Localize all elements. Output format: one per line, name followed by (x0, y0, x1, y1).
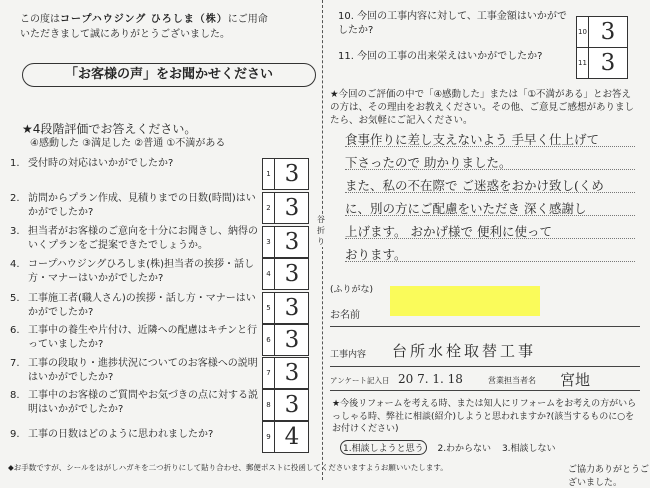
answer-value: 3 (284, 295, 300, 321)
answer-value: 3 (600, 50, 616, 76)
form-divider (330, 366, 640, 367)
answer-box-3[interactable]: 3 3 (262, 226, 309, 258)
question-6: 6. 工事中の養生や片付け、近隣への配慮はキチンと行っていましたか? (10, 325, 258, 350)
form-divider (330, 326, 640, 327)
answer-box-11[interactable]: 11 3 (576, 47, 628, 79)
question-10: 10. 今回の工事内容に対して、工事金額はいかがでしたか? (338, 11, 567, 36)
voice-banner: 「お客様の声」をお聞かせください (22, 63, 316, 87)
form-divider (330, 390, 640, 391)
answer-box-10[interactable]: 10 3 (576, 16, 628, 48)
question-5: 5. 工事施工者(職人さん)の挨拶・話し方・マナーはいかがでしたか? (10, 293, 256, 318)
referral-option-2[interactable]: 2.わからない (437, 444, 492, 454)
answer-value: 3 (600, 19, 616, 45)
answer-value: 3 (284, 161, 300, 187)
answer-value: 3 (284, 360, 300, 386)
question-11: 11. 今回の工事の出来栄えはいかがでしたか? (338, 51, 543, 62)
work-value[interactable]: 台所水栓取替工事 (392, 342, 537, 360)
answer-value: 3 (284, 195, 300, 221)
footer-thanks: ご協力ありがとうございました。 (568, 465, 650, 488)
remark-line-5: 上げます。 おかげ様で 便利に使って (345, 224, 552, 239)
question-1: 1. 受付時の対応はいかがでしたか? (10, 158, 174, 169)
answer-box-7[interactable]: 7 3 (262, 357, 309, 389)
answer-box-1[interactable]: 1 3 (262, 158, 309, 190)
answer-value: 3 (284, 261, 300, 287)
answer-value: 3 (284, 392, 300, 418)
question-9: 9. 工事の日数はどのように思われましたか? (10, 429, 214, 440)
name-label: お名前 (330, 310, 360, 321)
question-3: 3. 担当者がお客様のご意向を十分にお聞きし、納得のいくプランをご提案できたでしょうか。 (10, 226, 258, 251)
rating-legend: ④感動した ③満足した ②普通 ①不満がある (30, 138, 226, 149)
referral-options (340, 440, 556, 455)
footer-note: ◆お手数ですが、シールをはがしハガキを二つ折りにして貼り合わせ、郵便ポストに投函してくださいますようお願いいたします。 (8, 463, 448, 472)
answer-value: 3 (284, 229, 300, 255)
staff-value[interactable]: 宮地 (560, 371, 591, 389)
remark-line-3: また、私の不在際で ご迷惑をおかけ致し(くめ (345, 178, 604, 193)
remark-line-1: 食事作りに差し支えないよう 手早く仕上げて (345, 132, 599, 147)
date-label: アンケート記入日 (330, 376, 390, 385)
question-8: 8. 工事中のお客様のご質問やお気づきの点に対する説明はいかがでしたか? (10, 390, 258, 415)
company-name: コープハウジング ひろしま（株） (60, 14, 228, 25)
answer-box-4[interactable]: 4 3 (262, 258, 309, 290)
referral-question: ★今後リフォームを考える時、または知人にリフォームをお考えの方がいらっしゃる時、弊社に相談(紹介)しようと思われますか?(該当するものに○をお付けください) (332, 399, 637, 434)
answer-value: 3 (284, 327, 300, 353)
answer-value: 4 (284, 424, 300, 450)
date-value[interactable]: 20 7. 1. 18 (398, 372, 463, 386)
answer-box-2[interactable]: 2 3 (262, 192, 309, 224)
remark-line-2: 下さったので 助かりました。 (345, 155, 512, 170)
work-label: 工事内容 (330, 350, 367, 360)
referral-option-1[interactable]: 1.相談しようと思う (340, 440, 427, 455)
staff-label: 営業担当者名 (488, 376, 536, 385)
question-2: 2. 訪問からプラン作成、見積りまでの日数(時間)はいかがでしたか? (10, 193, 256, 218)
answer-box-6[interactable]: 6 3 (262, 324, 309, 356)
question-4: 4. コープハウジングひろしま(株)担当者の挨拶・話し方・マナーはいかがでしたか? (10, 259, 255, 284)
remarks-intro: ★今回のご評価の中で「④感動した」または「①不満がある」とお答えの方は、その理由をお教えください。その他、ご意見ご感想がありましたら、お気軽にご記入ください。 (330, 89, 635, 126)
rating-title: ★4段階評価でお答えください。 (22, 122, 197, 136)
referral-option-3[interactable]: 3.相談しない (501, 444, 556, 454)
answer-box-5[interactable]: 5 3 (262, 292, 309, 324)
question-7: 7. 工事の段取り・進捗状況についてのお客様への説明はいかがでしたか? (10, 358, 258, 383)
name-field-redacted[interactable] (390, 286, 540, 316)
header (20, 12, 320, 42)
answer-box-8[interactable]: 8 3 (262, 389, 309, 421)
furigana-label: (ふりがな) (330, 285, 374, 295)
answer-box-9[interactable]: 9 4 (262, 421, 309, 453)
remark-line-4: に、別の方にご配慮をいただき 深く感謝し (345, 201, 587, 216)
remark-line-6: おります。 (345, 247, 407, 262)
fold-label: 谷折り (314, 214, 328, 247)
header-line2: いただきまして誠にありがとうございました。 (20, 29, 230, 40)
header-line1: この度はコープハウジング ひろしま（株）にご用命 (20, 14, 268, 25)
